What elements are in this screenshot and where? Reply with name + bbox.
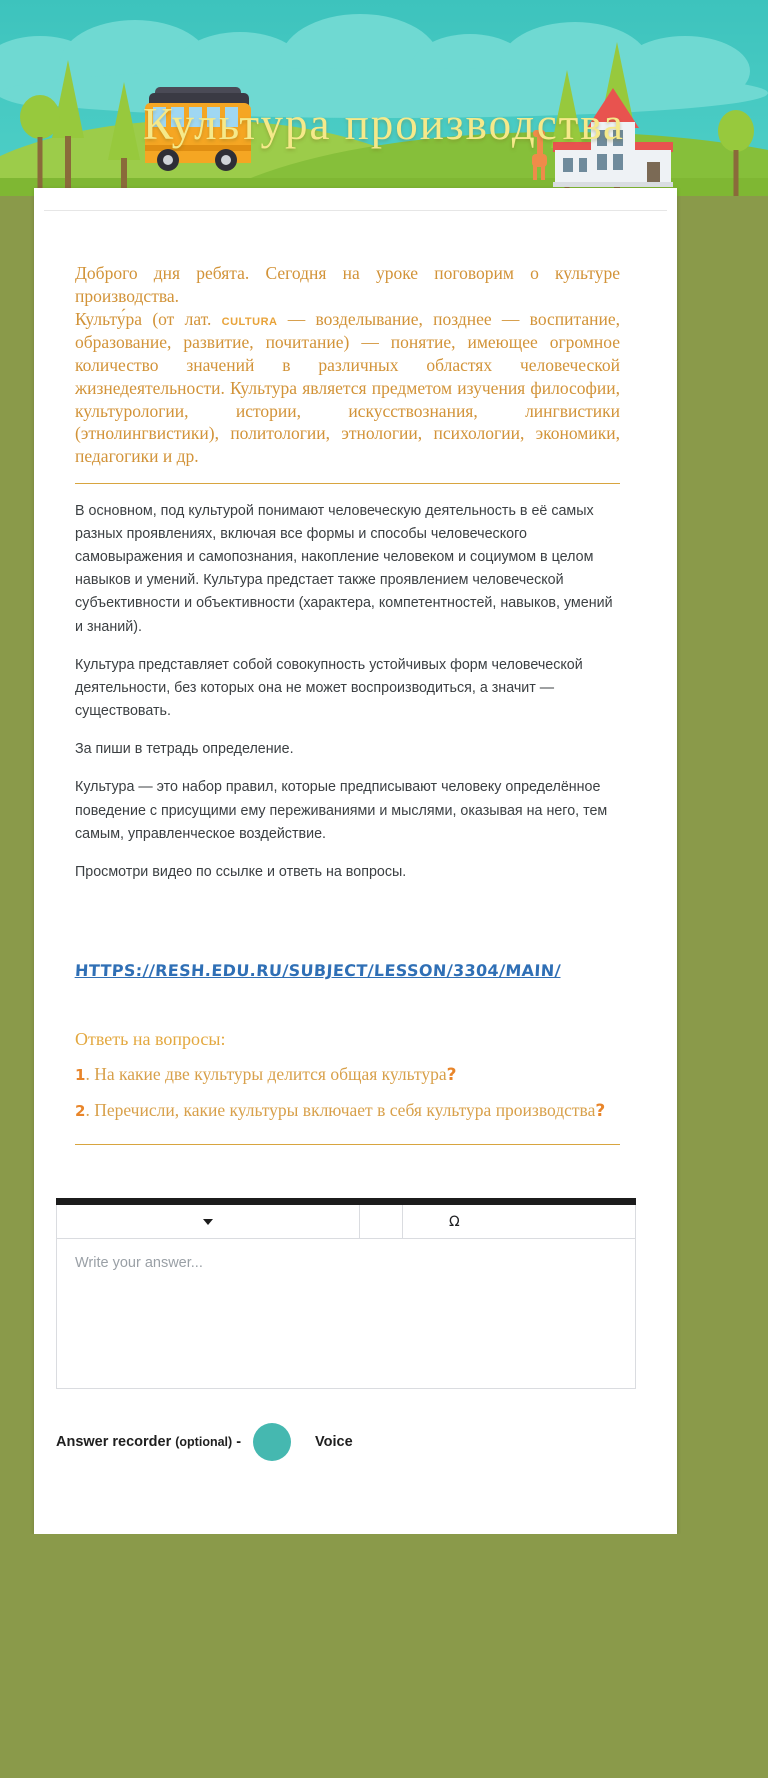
answer-recorder-row (56, 1422, 636, 1462)
definition-post: — возделывание, позднее — воспитание, образование, развитие, почитание) — понятие, имеющее огромное количество значений в различных областях человеческой жизнедеятельности. Культура является предметом изучения философии, культурологии, истории, искусствознания, лингвистики (этнолингвистики), политологии, этнологии, психологии, экономики, педагогики и др. (75, 308, 621, 467)
worksheet-card (34, 188, 677, 1534)
header-banner (0, 0, 768, 196)
chevron-down-icon (203, 1219, 213, 1225)
intro-text: Доброго дня ребята. Сегодня на уроке поговорим о культуре производства. (75, 263, 620, 306)
question-item (75, 1063, 620, 1086)
definition-text (75, 308, 620, 468)
body-paragraph: Просмотри видео по ссылке и ответь на вопросы. (75, 863, 407, 880)
question-text: . На какие две культуры делится общая культура (85, 1063, 447, 1084)
lesson-video-link[interactable]: HTTPS://RESH.EDU.RU/SUBJECT/LESSON/3304/MAIN/ (74, 960, 562, 980)
question-number: 1 (75, 1065, 86, 1084)
answer-editor (56, 1198, 636, 1389)
worksheet-content (75, 262, 620, 1145)
body-paragraph: В основном, под культурой понимают человеческую деятельность в её самых разных проявлениях, включая все формы и способы человеческого самовыражения и самопознания, накопление человеком и социумом в целом навыков и умений. Культура предстает также проявлением человеческой субъективности и объективности (характера, компетентностей, навыков, умений и знаний). (75, 502, 613, 635)
body-paragraph: Культура — это набор правил, которые предписывают человеку определённое поведение с присущими ему переживаниями и мыслями, оказывая на него, тем самым, управленческое воздействие. (75, 779, 608, 842)
question-mark: ? (446, 1064, 457, 1085)
recorder-optional-label: (optional) (175, 1435, 233, 1449)
font-select[interactable] (57, 1205, 360, 1238)
questions-divider (75, 1144, 620, 1145)
voice-label: Voice (315, 1434, 353, 1450)
page-background-bottom (0, 1534, 768, 1778)
section-divider (75, 483, 620, 484)
question-text: . Перечисли, какие культуры включает в себя культура производства (85, 1100, 596, 1121)
questions-heading: Ответь на вопросы: (75, 1028, 226, 1049)
body-paragraph: Культура представляет собой совокупность устойчивых форм человеческой деятельности, без которых она не может воспроизводиться, а значит — существовать. (75, 656, 583, 720)
definition-latin-word: cultura (221, 311, 278, 329)
special-character-button[interactable] (403, 1205, 635, 1238)
toolbar-spacer-cell[interactable] (360, 1205, 403, 1238)
omega-icon: Ω (449, 1213, 460, 1230)
editor-top-bar (56, 1198, 636, 1205)
question-item (75, 1099, 620, 1122)
card-top-divider (44, 210, 667, 211)
record-voice-button[interactable] (253, 1423, 291, 1461)
recorder-label: Answer recorder (56, 1434, 172, 1450)
page-title: Культура производства (143, 99, 625, 149)
question-mark: ? (595, 1101, 606, 1122)
editor-toolbar (56, 1205, 636, 1239)
answer-input[interactable]: Write your answer... (56, 1239, 636, 1389)
question-number: 2 (75, 1102, 86, 1121)
recorder-dash: - (236, 1434, 242, 1450)
definition-pre: Культу́ра (от лат. (75, 308, 222, 329)
body-paragraph: За пиши в тетрадь определение. (75, 741, 294, 758)
